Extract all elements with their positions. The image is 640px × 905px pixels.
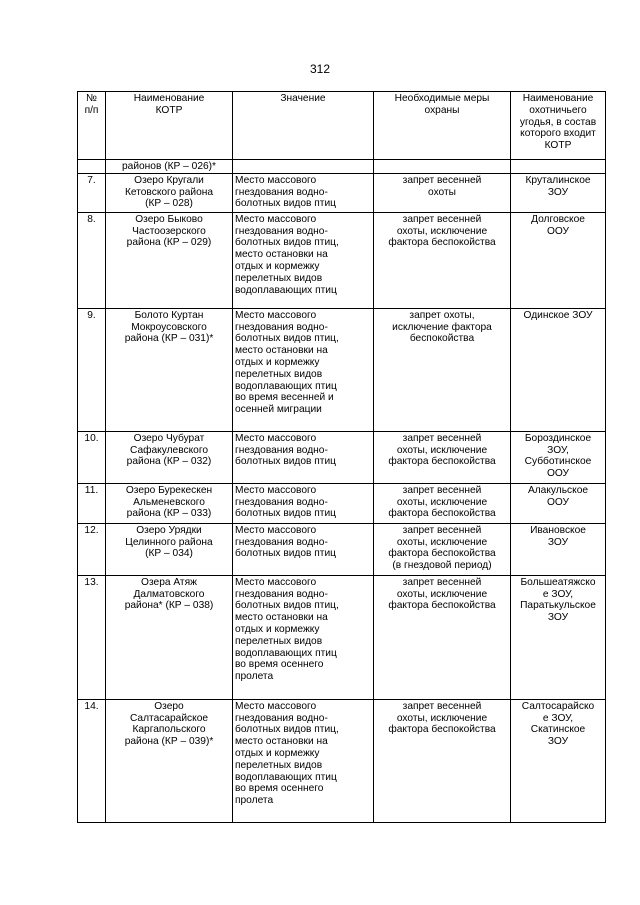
page-number: 312 <box>309 62 331 76</box>
cell-meaning: Место массового гнездования водно- болотных видов птиц <box>233 173 374 212</box>
cell-meaning: Место массового гнездования водно- болотных видов птиц <box>233 523 374 575</box>
cell-hunting-land: Долговское ООУ <box>511 212 606 308</box>
cell-hunting-land <box>511 160 606 174</box>
cell-name: Озеро Бурекескен Альменевского района (КР – 033) <box>106 483 233 523</box>
cell-number <box>78 160 106 174</box>
table-row <box>78 699 606 822</box>
cell-measures: запрет весенней охоты <box>374 173 511 212</box>
cell-number: 14. <box>78 699 106 822</box>
cell-number: 7. <box>78 173 106 212</box>
cell-meaning <box>233 160 374 174</box>
table-row <box>78 173 606 212</box>
cell-hunting-land: Круталинское ЗОУ <box>511 173 606 212</box>
cell-meaning: Место массового гнездования водно- болотных видов птиц, место остановки на отдых и кормежку перелетных видов водоплавающих птиц во время осеннего пролета <box>233 575 374 699</box>
cell-measures: запрет весенней охоты, исключение фактора беспокойства <box>374 699 511 822</box>
table-row <box>78 308 606 431</box>
cell-measures: запрет весенней охоты, исключение фактора беспокойства <box>374 575 511 699</box>
cell-name: районов (КР – 026)* <box>106 160 233 174</box>
cell-number: 11. <box>78 483 106 523</box>
table-row <box>78 523 606 575</box>
cell-measures: запрет весенней охоты, исключение фактора беспокойства <box>374 431 511 483</box>
cell-number: 13. <box>78 575 106 699</box>
cell-measures: запрет весенней охоты, исключение фактора беспокойства (в гнездовой период) <box>374 523 511 575</box>
table-row <box>78 212 606 308</box>
header-meaning: Значение <box>233 92 374 160</box>
header-number: № п/п <box>78 92 106 160</box>
table-header-row <box>78 92 606 160</box>
cell-measures: запрет охоты, исключение фактора беспокойства <box>374 308 511 431</box>
cell-hunting-land: Алакульское ООУ <box>511 483 606 523</box>
cell-number: 9. <box>78 308 106 431</box>
cell-meaning: Место массового гнездования водно- болотных видов птиц <box>233 483 374 523</box>
cell-name: Озеро Урядки Целинного района (КР – 034) <box>106 523 233 575</box>
cell-name: Озеро Салтасарайское Каргапольского района (КР – 039)* <box>106 699 233 822</box>
header-hunting-land: Наименование охотничьего угодья, в состав которого входит КОТР <box>511 92 606 160</box>
cell-name: Озеро Чубурат Сафакулевского района (КР – 032) <box>106 431 233 483</box>
continuation-row <box>78 160 606 174</box>
cell-hunting-land: Ивановское ЗОУ <box>511 523 606 575</box>
cell-name: Озеро Быково Частоозерского района (КР – 029) <box>106 212 233 308</box>
cell-measures: запрет весенней охоты, исключение фактора беспокойства <box>374 483 511 523</box>
cell-name: Болото Куртан Мокроусовского района (КР – 031)* <box>106 308 233 431</box>
cell-name: Озера Атяж Далматовского района* (КР – 038) <box>106 575 233 699</box>
cell-number: 12. <box>78 523 106 575</box>
table-row <box>78 575 606 699</box>
header-measures: Необходимые меры охраны <box>374 92 511 160</box>
table-row <box>78 483 606 523</box>
cell-number: 10. <box>78 431 106 483</box>
cell-measures: запрет весенней охоты, исключение фактора беспокойства <box>374 212 511 308</box>
cell-meaning: Место массового гнездования водно- болотных видов птиц, место остановки на отдых и кормежку перелетных видов водоплавающих птиц во время весенней и осенней миграции <box>233 308 374 431</box>
cell-hunting-land: Салтосарайско е ЗОУ, Скатинское ЗОУ <box>511 699 606 822</box>
table-row <box>78 431 606 483</box>
cell-meaning: Место массового гнездования водно- болотных видов птиц <box>233 431 374 483</box>
cell-meaning: Место массового гнездования водно- болотных видов птиц, место остановки на отдых и кормежку перелетных видов водоплавающих птиц во время осеннего пролета <box>233 699 374 822</box>
cell-measures <box>374 160 511 174</box>
kotr-table <box>77 91 606 823</box>
cell-hunting-land: Бороздинское ЗОУ, Субботинское ООУ <box>511 431 606 483</box>
header-name: Наименование КОТР <box>106 92 233 160</box>
cell-meaning: Место массового гнездования водно- болотных видов птиц, место остановки на отдых и кормежку перелетных видов водоплавающих птиц <box>233 212 374 308</box>
cell-hunting-land: Большеатяжско е ЗОУ, Паратькульское ЗОУ <box>511 575 606 699</box>
cell-name: Озеро Кругали Кетовского района (КР – 028) <box>106 173 233 212</box>
cell-hunting-land: Одинское ЗОУ <box>511 308 606 431</box>
cell-number: 8. <box>78 212 106 308</box>
